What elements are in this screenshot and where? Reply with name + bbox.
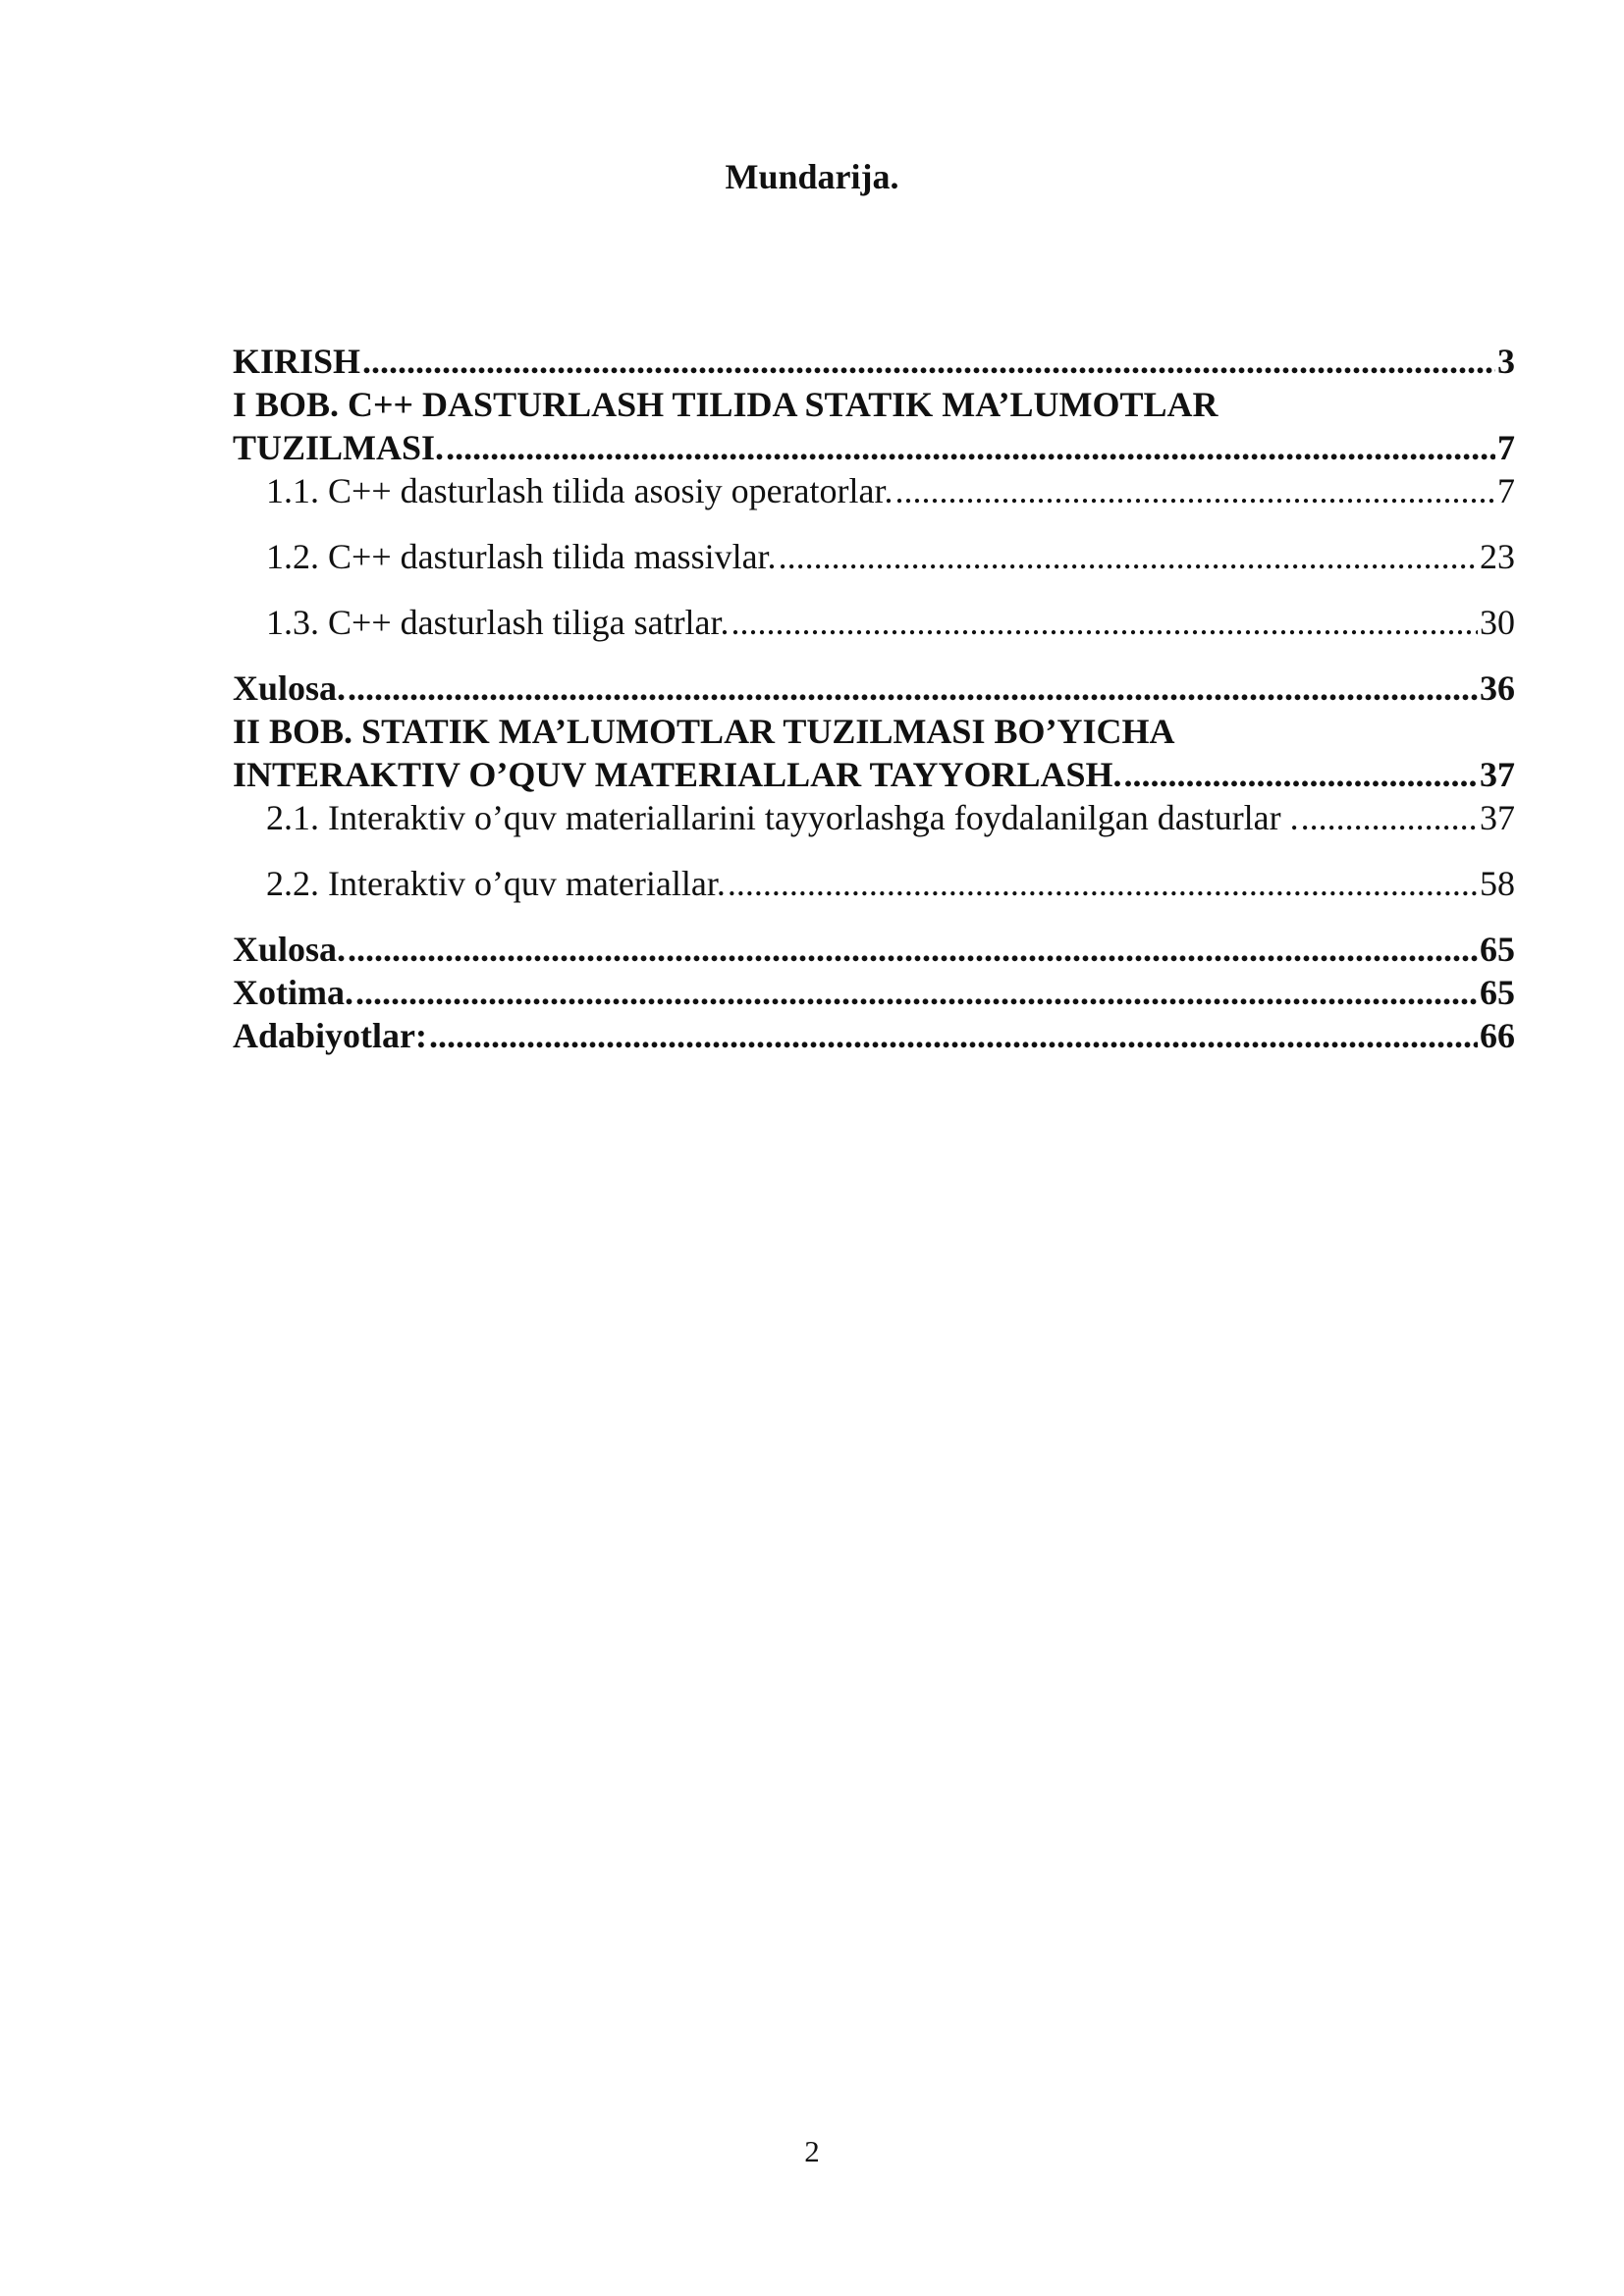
dot-leader (1124, 753, 1478, 796)
toc-entry-page: 3 (1497, 342, 1515, 381)
toc-entry-page: 7 (1497, 428, 1515, 467)
toc-entry-xulosa-2[interactable] (233, 928, 1515, 971)
toc-entry-page: 37 (1480, 755, 1515, 794)
dot-leader (895, 469, 1496, 512)
toc-entry-chapter-1-heading[interactable]: I BOB. C++ DASTURLASH TILIDA STATIK MA’LUMOTLAR (233, 385, 1218, 424)
toc-entry-section-2-1[interactable] (233, 796, 1515, 839)
toc-entry-page: 65 (1480, 973, 1515, 1012)
toc-entry-title: Xulosa. (233, 668, 347, 708)
toc-entry-title: TUZILMASI. (233, 428, 445, 467)
toc-entry-page: 36 (1480, 668, 1515, 708)
toc-entry-page: 7 (1497, 471, 1515, 510)
toc-entry-section-1-1[interactable] (233, 469, 1515, 512)
toc-entry-section-1-3[interactable] (233, 601, 1515, 644)
toc-entry-section-1-2[interactable] (233, 535, 1515, 578)
dot-leader (728, 862, 1478, 905)
table-of-contents (233, 340, 1515, 1057)
page-title: Mundarija. (725, 157, 899, 196)
dot-leader (446, 426, 1495, 469)
toc-entry-chapter-1[interactable] (233, 426, 1515, 469)
dot-leader (731, 601, 1478, 644)
toc-entry-title: 1.3. C++ dasturlash tiliga satrlar. (266, 603, 730, 642)
toc-entry-page: 66 (1480, 1016, 1515, 1055)
dot-leader (355, 971, 1478, 1014)
dot-leader (779, 535, 1478, 578)
toc-entry-page: 58 (1480, 864, 1515, 903)
toc-entry-section-2-2[interactable] (233, 862, 1515, 905)
toc-entry-kirish[interactable] (233, 340, 1515, 383)
toc-entry-title: 1.2. C++ dasturlash tilida massivlar. (266, 537, 777, 576)
toc-entry-page: 30 (1480, 603, 1515, 642)
toc-entry-title: 2.2. Interaktiv o’quv materiallar. (266, 864, 726, 903)
toc-entry-title: KIRISH (233, 342, 361, 381)
toc-entry-title: Xulosa. (233, 930, 347, 969)
toc-entry-title: 2.1. Interaktiv o’quv materiallarini tayyorlashga foydalanilgan dasturlar . (266, 798, 1299, 837)
toc-entry-title: Adabiyotlar: (233, 1016, 427, 1055)
toc-entry-title: 1.1. C++ dasturlash tilida asosiy operatorlar. (266, 471, 893, 510)
dot-leader (362, 340, 1495, 383)
page-number: 2 (804, 2134, 820, 2168)
dot-leader (429, 1014, 1478, 1057)
dot-leader (1301, 796, 1478, 839)
toc-entry-page: 23 (1480, 537, 1515, 576)
toc-entry-xulosa-1[interactable] (233, 667, 1515, 710)
toc-entry-page: 37 (1480, 798, 1515, 837)
toc-entry-chapter-2[interactable] (233, 753, 1515, 796)
toc-entry-title: Xotima. (233, 973, 353, 1012)
toc-entry-xotima[interactable] (233, 971, 1515, 1014)
dot-leader (348, 928, 1478, 971)
toc-entry-adabiyotlar[interactable] (233, 1014, 1515, 1057)
toc-entry-page: 65 (1480, 930, 1515, 969)
toc-entry-chapter-2-heading[interactable]: II BOB. STATIK MA’LUMOTLAR TUZILMASI BO’YICHA (233, 712, 1175, 751)
toc-entry-title: INTERAKTIV O’QUV MATERIALLAR TAYYORLASH. (233, 755, 1122, 794)
dot-leader (348, 667, 1478, 710)
